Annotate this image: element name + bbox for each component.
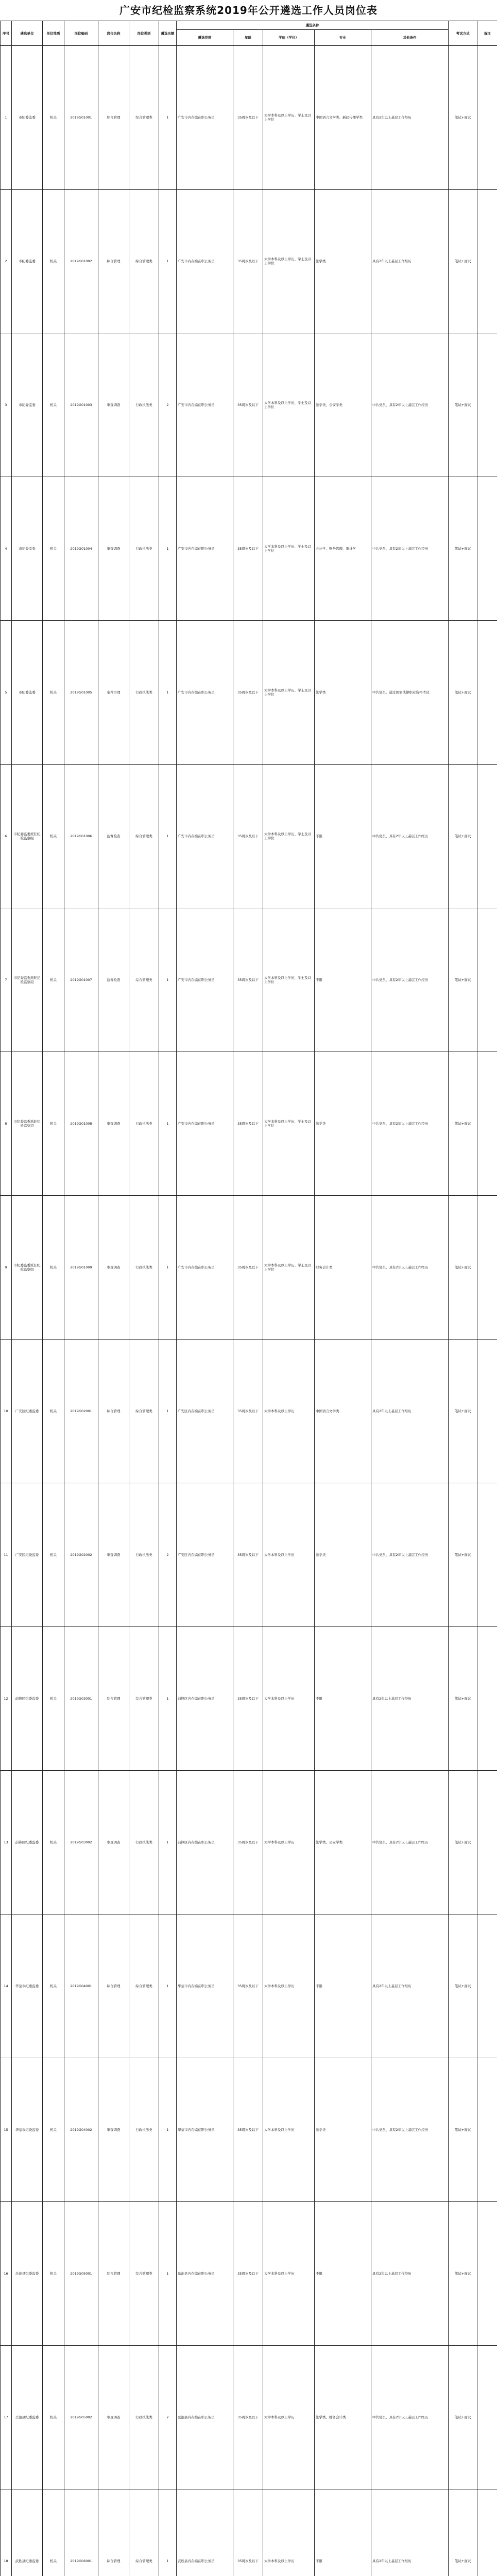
table-row: [1, 333, 497, 477]
cell-seq: 9: [1, 1196, 12, 1340]
cell-scope: 广安市内在编在职公务员: [177, 333, 233, 477]
cell-other: 具有2年以上基层工作经历: [371, 46, 449, 190]
cell-post-code: 2019G05002: [64, 2346, 98, 2489]
table-body: [1, 46, 497, 2576]
cell-dept: 市纪委监委派驻纪检监察组: [12, 1196, 43, 1340]
header-quota: 遴选名额: [159, 21, 177, 46]
cell-age: 35周岁及以下: [233, 2489, 263, 2576]
cell-dept: 华蓥市纪委监委: [12, 1914, 43, 2058]
cell-age: 35周岁及以下: [233, 1483, 263, 1627]
cell-seq: 8: [1, 1052, 12, 1196]
cell-exam: 笔试+面试: [449, 2489, 477, 2576]
cell-post-type: 综合管理类: [129, 2202, 159, 2346]
cell-major: 财务会计类: [315, 1196, 371, 1340]
cell-dept: 市纪委监委: [12, 190, 43, 333]
table-row: [1, 2346, 497, 2489]
cell-scope: 武胜县内在编在职公务员: [177, 2489, 233, 2576]
cell-remark: [477, 1483, 497, 1627]
cell-quota: 1: [159, 765, 177, 908]
cell-post-type: 综合管理类: [129, 190, 159, 333]
cell-post-name: 案件审理: [98, 621, 129, 765]
header-education: 学历（学位）: [263, 30, 315, 46]
table-row: [1, 2058, 497, 2202]
cell-education: 大学本科及以上学历、学士及以上学位: [263, 190, 315, 333]
cell-quota: 1: [159, 1771, 177, 1914]
cell-post-name: 综合管理: [98, 1340, 129, 1483]
cell-other: 中共党员，具有2年以上基层工作经历: [371, 477, 449, 621]
cell-exam: 笔试+面试: [449, 477, 477, 621]
cell-dept: 市纪委监委派驻纪检监察组: [12, 908, 43, 1052]
table-row: [1, 1052, 497, 1196]
cell-exam: 笔试+面试: [449, 190, 477, 333]
cell-education: 大学本科及以上学历: [263, 1483, 315, 1627]
cell-post-type: 综合管理类: [129, 2489, 159, 2576]
table-row: [1, 908, 497, 1052]
positions-table: [0, 21, 497, 2576]
cell-quota: 1: [159, 46, 177, 190]
cell-unit-nature: 机关: [43, 908, 64, 1052]
cell-major: 法学类: [315, 1483, 371, 1627]
cell-exam: 笔试+面试: [449, 1196, 477, 1340]
cell-scope: 广安市内在编在职公务员: [177, 46, 233, 190]
cell-education: 大学本科及以上学历、学士及以上学位: [263, 477, 315, 621]
table-row: [1, 765, 497, 908]
header-other: 其他条件: [371, 30, 449, 46]
cell-education: 大学本科及以上学历: [263, 2489, 315, 2576]
cell-age: 35周岁及以下: [233, 1771, 263, 1914]
cell-dept: 市纪委监委: [12, 333, 43, 477]
cell-remark: [477, 621, 497, 765]
cell-post-type: 综合管理类: [129, 46, 159, 190]
cell-post-code: 2019G04002: [64, 2058, 98, 2202]
cell-post-code: 2019G03002: [64, 1771, 98, 1914]
cell-unit-nature: 机关: [43, 765, 64, 908]
cell-scope: 前锋区内在编在职公务员: [177, 1627, 233, 1771]
cell-unit-nature: 机关: [43, 477, 64, 621]
cell-post-name: 审查调查: [98, 1052, 129, 1196]
cell-major: 不限: [315, 765, 371, 908]
cell-education: 大学本科及以上学历: [263, 1340, 315, 1483]
cell-unit-nature: 机关: [43, 1196, 64, 1340]
cell-remark: [477, 46, 497, 190]
cell-post-type: 行政执法类: [129, 1771, 159, 1914]
cell-post-code: 2019G01006: [64, 765, 98, 908]
cell-post-type: 行政执法类: [129, 1196, 159, 1340]
header-row-1: [1, 21, 497, 30]
cell-unit-nature: 机关: [43, 2058, 64, 2202]
cell-remark: [477, 190, 497, 333]
cell-remark: [477, 333, 497, 477]
cell-post-type: 综合管理类: [129, 1914, 159, 2058]
cell-dept: 广安区纪委监委: [12, 1483, 43, 1627]
cell-quota: 2: [159, 2346, 177, 2489]
cell-major: 中国语言文学类、新闻传播学类: [315, 46, 371, 190]
cell-post-name: 综合管理: [98, 190, 129, 333]
cell-education: 大学本科及以上学历、学士及以上学位: [263, 46, 315, 190]
cell-quota: 1: [159, 908, 177, 1052]
cell-exam: 笔试+面试: [449, 2058, 477, 2202]
cell-post-name: 监督检查: [98, 765, 129, 908]
cell-remark: [477, 765, 497, 908]
table-row: [1, 2489, 497, 2576]
cell-seq: 14: [1, 1914, 12, 2058]
cell-age: 35周岁及以下: [233, 1914, 263, 2058]
cell-quota: 1: [159, 2058, 177, 2202]
header-seq: 序号: [1, 21, 12, 46]
cell-post-type: 综合管理类: [129, 1340, 159, 1483]
cell-post-type: 综合管理类: [129, 908, 159, 1052]
cell-exam: 笔试+面试: [449, 1052, 477, 1196]
cell-dept: 广安区纪委监委: [12, 1340, 43, 1483]
cell-post-code: 2019G01009: [64, 1196, 98, 1340]
cell-age: 35周岁及以下: [233, 1627, 263, 1771]
header-age: 年龄: [233, 30, 263, 46]
cell-post-name: 综合管理: [98, 1914, 129, 2058]
cell-quota: 2: [159, 333, 177, 477]
header-major: 专业: [315, 30, 371, 46]
cell-seq: 6: [1, 765, 12, 908]
cell-other: 中共党员，具有2年以上基层工作经历: [371, 1771, 449, 1914]
cell-education: 大学本科及以上学历: [263, 2346, 315, 2489]
cell-remark: [477, 1914, 497, 2058]
cell-exam: 笔试+面试: [449, 1483, 477, 1627]
header-unit-nature: 单位性质: [43, 21, 64, 46]
cell-seq: 15: [1, 2058, 12, 2202]
cell-scope: 广安市内在编在职公务员: [177, 477, 233, 621]
cell-scope: 广安区内在编在职公务员: [177, 1483, 233, 1627]
cell-post-name: 综合管理: [98, 2202, 129, 2346]
cell-exam: 笔试+面试: [449, 46, 477, 190]
cell-major: 法学类、公安学类: [315, 333, 371, 477]
cell-other: 中共党员，具有2年以上基层工作经历: [371, 765, 449, 908]
cell-other: 中共党员，具有2年以上基层工作经历: [371, 1196, 449, 1340]
cell-education: 大学本科及以上学历: [263, 1771, 315, 1914]
cell-post-code: 2019G01002: [64, 190, 98, 333]
cell-education: 大学本科及以上学历: [263, 1914, 315, 2058]
cell-age: 35周岁及以下: [233, 2346, 263, 2489]
cell-seq: 7: [1, 908, 12, 1052]
cell-age: 35周岁及以下: [233, 621, 263, 765]
cell-seq: 16: [1, 2202, 12, 2346]
page-title: 广安市纪检监察系统2019年公开遴选工作人员岗位表: [119, 4, 378, 16]
cell-seq: 1: [1, 46, 12, 190]
cell-remark: [477, 1627, 497, 1771]
cell-exam: 笔试+面试: [449, 333, 477, 477]
cell-age: 35周岁及以下: [233, 908, 263, 1052]
cell-seq: 11: [1, 1483, 12, 1627]
cell-major: 法学类、公安学类: [315, 1771, 371, 1914]
cell-scope: 广安市内在编在职公务员: [177, 765, 233, 908]
cell-major: 中国语言文学类: [315, 1340, 371, 1483]
cell-quota: 1: [159, 2202, 177, 2346]
cell-dept: 武胜县纪委监委: [12, 2489, 43, 2576]
cell-exam: 笔试+面试: [449, 1914, 477, 2058]
cell-dept: 市纪委监委: [12, 477, 43, 621]
cell-seq: 17: [1, 2346, 12, 2489]
cell-dept: 岳池县纪委监委: [12, 2202, 43, 2346]
cell-post-code: 2019G01004: [64, 477, 98, 621]
cell-scope: 岳池县内在编在职公务员: [177, 2202, 233, 2346]
cell-unit-nature: 机关: [43, 1914, 64, 2058]
cell-major: 法学类、财务会计类: [315, 2346, 371, 2489]
cell-exam: 笔试+面试: [449, 2202, 477, 2346]
cell-quota: 1: [159, 1914, 177, 2058]
cell-remark: [477, 1340, 497, 1483]
cell-dept: 市纪委监委: [12, 621, 43, 765]
table-row: [1, 1483, 497, 1627]
cell-post-name: 综合管理: [98, 46, 129, 190]
cell-remark: [477, 2346, 497, 2489]
cell-age: 35周岁及以下: [233, 1196, 263, 1340]
header-post-code: 岗位编码: [64, 21, 98, 46]
cell-post-code: 2019G01007: [64, 908, 98, 1052]
cell-remark: [477, 1771, 497, 1914]
cell-major: 法学类: [315, 621, 371, 765]
cell-other: 中共党员，具有2年以上基层工作经历: [371, 908, 449, 1052]
cell-unit-nature: 机关: [43, 1340, 64, 1483]
table-row: [1, 1914, 497, 2058]
cell-post-type: 行政执法类: [129, 2058, 159, 2202]
cell-post-code: 2019G01008: [64, 1052, 98, 1196]
cell-post-code: 2019G02002: [64, 1483, 98, 1627]
cell-major: 不限: [315, 2489, 371, 2576]
cell-post-type: 综合管理类: [129, 1627, 159, 1771]
cell-scope: 前锋区内在编在职公务员: [177, 1771, 233, 1914]
cell-remark: [477, 2489, 497, 2576]
cell-other: 具有2年以上基层工作经历: [371, 1914, 449, 2058]
cell-unit-nature: 机关: [43, 2489, 64, 2576]
cell-seq: 3: [1, 333, 12, 477]
cell-seq: 18: [1, 2489, 12, 2576]
cell-unit-nature: 机关: [43, 46, 64, 190]
cell-other: 中共党员，具有2年以上基层工作经历: [371, 333, 449, 477]
cell-other: 中共党员，具有2年以上基层工作经历: [371, 2058, 449, 2202]
cell-age: 35周岁及以下: [233, 477, 263, 621]
cell-other: 具有2年以上基层工作经历: [371, 2202, 449, 2346]
cell-age: 35周岁及以下: [233, 333, 263, 477]
cell-quota: 1: [159, 1340, 177, 1483]
cell-other: 具有2年以上基层工作经历: [371, 190, 449, 333]
cell-age: 35周岁及以下: [233, 1052, 263, 1196]
cell-exam: 笔试+面试: [449, 1771, 477, 1914]
cell-post-type: 行政执法类: [129, 1483, 159, 1627]
cell-remark: [477, 1196, 497, 1340]
table-row: [1, 2202, 497, 2346]
cell-seq: 2: [1, 190, 12, 333]
table-row: [1, 621, 497, 765]
cell-post-type: 行政执法类: [129, 477, 159, 621]
cell-unit-nature: 机关: [43, 1771, 64, 1914]
cell-quota: 1: [159, 1196, 177, 1340]
cell-dept: 华蓥市纪委监委: [12, 2058, 43, 2202]
cell-quota: 2: [159, 1483, 177, 1627]
cell-exam: 笔试+面试: [449, 621, 477, 765]
cell-quota: 1: [159, 1627, 177, 1771]
cell-unit-nature: 机关: [43, 1052, 64, 1196]
cell-remark: [477, 1052, 497, 1196]
cell-seq: 4: [1, 477, 12, 621]
cell-education: 大学本科及以上学历: [263, 2202, 315, 2346]
cell-dept: 前锋区纪委监委: [12, 1771, 43, 1914]
cell-education: 大学本科及以上学历、学士及以上学位: [263, 1052, 315, 1196]
cell-age: 35周岁及以下: [233, 765, 263, 908]
cell-unit-nature: 机关: [43, 190, 64, 333]
cell-seq: 12: [1, 1627, 12, 1771]
header-exam: 考试方式: [449, 21, 477, 46]
cell-post-code: 2019G06001: [64, 2489, 98, 2576]
cell-post-type: 行政执法类: [129, 333, 159, 477]
table-row: [1, 46, 497, 190]
cell-education: 大学本科及以上学历、学士及以上学位: [263, 1196, 315, 1340]
cell-dept: 市纪委监委派驻纪检监察组: [12, 1052, 43, 1196]
cell-post-name: 审查调查: [98, 333, 129, 477]
cell-other: 具有2年以上基层工作经历: [371, 1340, 449, 1483]
cell-dept: 岳池县纪委监委: [12, 2346, 43, 2489]
cell-scope: 广安市内在编在职公务员: [177, 908, 233, 1052]
cell-age: 35周岁及以下: [233, 190, 263, 333]
header-post-type: 岗位类别: [129, 21, 159, 46]
cell-post-name: 审查调查: [98, 2346, 129, 2489]
cell-post-code: 2019G04001: [64, 1914, 98, 2058]
cell-remark: [477, 2058, 497, 2202]
cell-quota: 1: [159, 621, 177, 765]
cell-age: 35周岁及以下: [233, 2058, 263, 2202]
cell-exam: 笔试+面试: [449, 908, 477, 1052]
cell-post-type: 行政执法类: [129, 1052, 159, 1196]
cell-seq: 10: [1, 1340, 12, 1483]
cell-age: 35周岁及以下: [233, 46, 263, 190]
cell-scope: 华蓥市内在编在职公务员: [177, 1914, 233, 2058]
cell-education: 大学本科及以上学历: [263, 1627, 315, 1771]
cell-major: 不限: [315, 1914, 371, 2058]
cell-dept: 市纪委监委派驻纪检监察组: [12, 765, 43, 908]
header-post-name: 岗位名称: [98, 21, 129, 46]
cell-education: 大学本科及以上学历、学士及以上学位: [263, 621, 315, 765]
cell-unit-nature: 机关: [43, 1483, 64, 1627]
cell-exam: 笔试+面试: [449, 2346, 477, 2489]
cell-scope: 广安市内在编在职公务员: [177, 190, 233, 333]
cell-other: 中共党员，通过国家法律职业资格考试: [371, 621, 449, 765]
cell-remark: [477, 477, 497, 621]
cell-major: 法学类: [315, 190, 371, 333]
cell-post-name: 监督检查: [98, 908, 129, 1052]
cell-scope: 广安区内在编在职公务员: [177, 1340, 233, 1483]
cell-post-name: 审查调查: [98, 1771, 129, 1914]
table-row: [1, 1340, 497, 1483]
cell-post-name: 审查调查: [98, 2058, 129, 2202]
cell-remark: [477, 2202, 497, 2346]
table-row: [1, 1771, 497, 1914]
cell-scope: 广安市内在编在职公务员: [177, 1196, 233, 1340]
cell-unit-nature: 机关: [43, 333, 64, 477]
cell-major: 会计学、财务管理、审计学: [315, 477, 371, 621]
cell-dept: 市纪委监委: [12, 46, 43, 190]
cell-post-type: 行政执法类: [129, 621, 159, 765]
cell-post-code: 2019G01005: [64, 621, 98, 765]
cell-age: 35周岁及以下: [233, 1340, 263, 1483]
cell-remark: [477, 908, 497, 1052]
cell-major: 法学类: [315, 1052, 371, 1196]
cell-major: 法学类: [315, 2058, 371, 2202]
table-row: [1, 1627, 497, 1771]
cell-dept: 前锋区纪委监委: [12, 1627, 43, 1771]
cell-major: 不限: [315, 908, 371, 1052]
cell-major: 不限: [315, 1627, 371, 1771]
cell-post-name: 审查调查: [98, 477, 129, 621]
cell-quota: 1: [159, 190, 177, 333]
cell-quota: 1: [159, 477, 177, 621]
cell-education: 大学本科及以上学历、学士及以上学位: [263, 333, 315, 477]
cell-other: 中共党员，具有2年以上基层工作经历: [371, 2346, 449, 2489]
header-conditions-group: 遴选条件: [177, 21, 449, 30]
cell-post-code: 2019G02001: [64, 1340, 98, 1483]
cell-post-name: 审查调查: [98, 1196, 129, 1340]
cell-seq: 5: [1, 621, 12, 765]
cell-post-type: 行政执法类: [129, 2346, 159, 2489]
cell-seq: 13: [1, 1771, 12, 1914]
cell-post-code: 2019G03001: [64, 1627, 98, 1771]
cell-unit-nature: 机关: [43, 2202, 64, 2346]
header-remark: 备注: [477, 21, 497, 46]
cell-scope: 广安市内在编在职公务员: [177, 1052, 233, 1196]
cell-age: 35周岁及以下: [233, 2202, 263, 2346]
cell-other: 具有2年以上基层工作经历: [371, 1627, 449, 1771]
cell-post-code: 2019G05001: [64, 2202, 98, 2346]
cell-post-code: 2019G01001: [64, 46, 98, 190]
cell-unit-nature: 机关: [43, 621, 64, 765]
cell-unit-nature: 机关: [43, 2346, 64, 2489]
cell-education: 大学本科及以上学历、学士及以上学位: [263, 908, 315, 1052]
cell-exam: 笔试+面试: [449, 765, 477, 908]
cell-education: 大学本科及以上学历、学士及以上学位: [263, 765, 315, 908]
cell-post-type: 综合管理类: [129, 765, 159, 908]
cell-quota: 1: [159, 2489, 177, 2576]
cell-post-name: 审查调查: [98, 1483, 129, 1627]
cell-quota: 1: [159, 1052, 177, 1196]
table-row: [1, 1196, 497, 1340]
cell-post-name: 综合管理: [98, 2489, 129, 2576]
cell-education: 大学本科及以上学历: [263, 2058, 315, 2202]
cell-scope: 岳池县内在编在职公务员: [177, 2346, 233, 2489]
cell-major: 不限: [315, 2202, 371, 2346]
cell-post-name: 综合管理: [98, 1627, 129, 1771]
table-row: [1, 477, 497, 621]
cell-scope: 华蓥市内在编在职公务员: [177, 2058, 233, 2202]
cell-scope: 广安市内在编在职公务员: [177, 621, 233, 765]
cell-post-code: 2019G01003: [64, 333, 98, 477]
cell-other: 中共党员，具有2年以上基层工作经历: [371, 1483, 449, 1627]
table-row: [1, 190, 497, 333]
cell-exam: 笔试+面试: [449, 1627, 477, 1771]
cell-other: 中共党员，具有2年以上基层工作经历: [371, 1052, 449, 1196]
cell-other: 具有2年以上基层工作经历: [371, 2489, 449, 2576]
cell-unit-nature: 机关: [43, 1627, 64, 1771]
header-scope: 遴选范围: [177, 30, 233, 46]
header-dept: 遴选单位: [12, 21, 43, 46]
cell-exam: 笔试+面试: [449, 1340, 477, 1483]
